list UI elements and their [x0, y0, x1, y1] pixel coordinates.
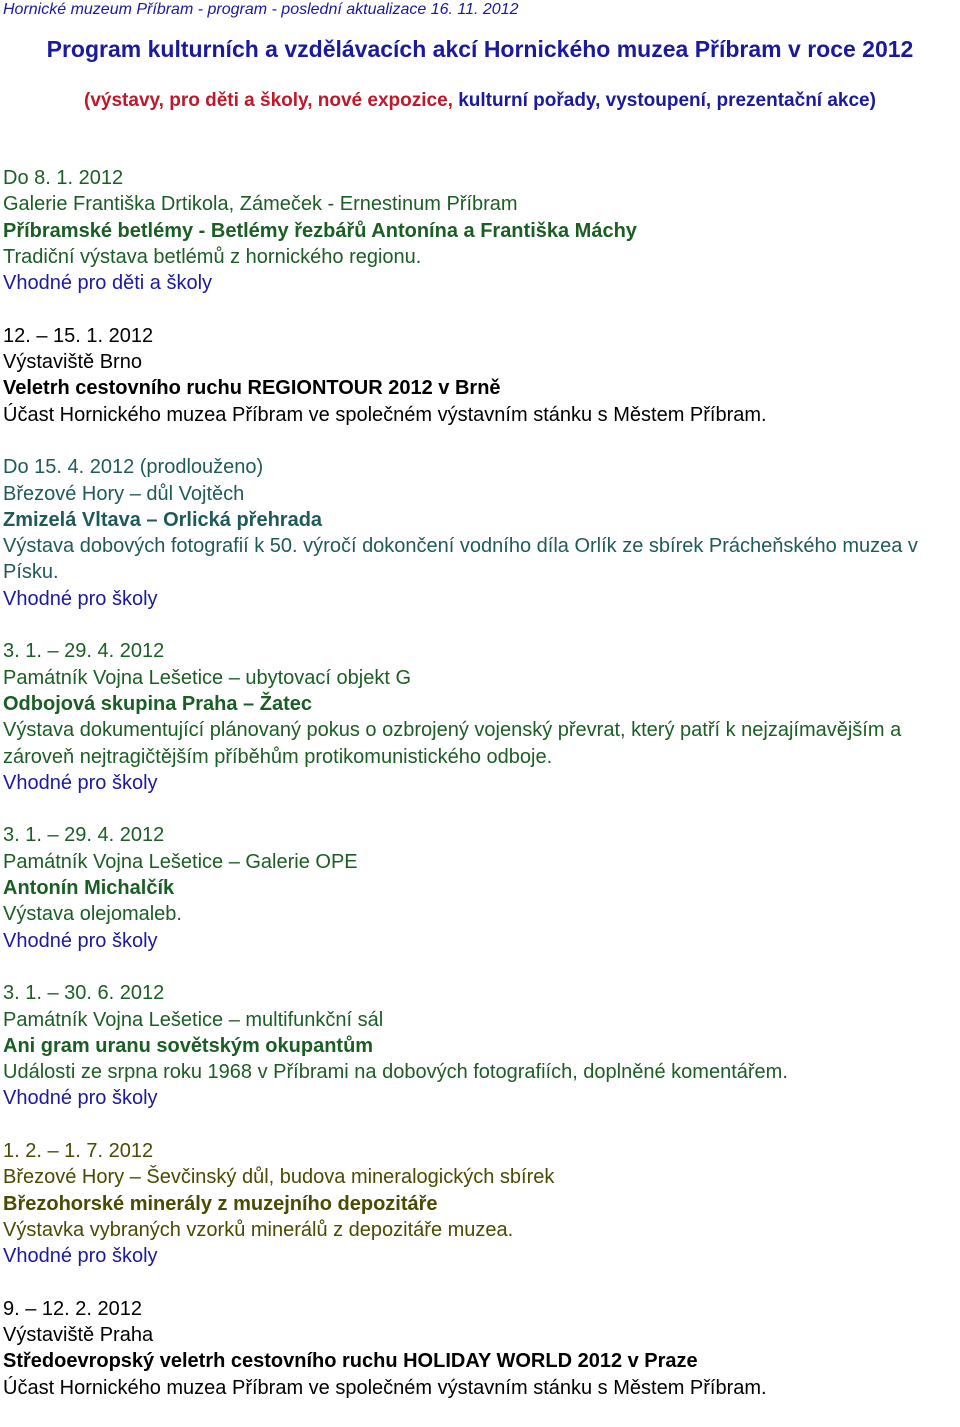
event-place: Památník Vojna Lešetice – Galerie OPE — [3, 850, 358, 873]
event-description: Tradiční výstava betlémů z hornického regionu. — [3, 245, 422, 268]
event-item — [3, 454, 953, 612]
event-audience: Vhodné pro školy — [3, 1245, 158, 1268]
subtitle-part-red: (výstavy, pro děti a školy, nové expozice, — [84, 90, 453, 111]
event-item — [3, 1138, 953, 1269]
event-place: Výstaviště Praha — [3, 1324, 154, 1347]
event-place: Výstaviště Brno — [3, 351, 142, 374]
event-date: 3. 1. – 30. 6. 2012 — [3, 982, 165, 1005]
event-place: Památník Vojna Lešetice – multifunkční sál — [3, 1008, 384, 1031]
event-place: Březové Hory – důl Vojtěch — [3, 482, 245, 505]
event-item — [3, 638, 953, 796]
event-description: Výstavka vybraných vzorků minerálů z depozitáře muzea. — [3, 1218, 514, 1241]
event-title: Březohorské minerály z muzejního depozitáře — [3, 1192, 438, 1215]
event-list — [3, 165, 953, 1427]
subtitle-part-blue: kulturní pořady, vystoupení, prezentační akce) — [452, 90, 876, 111]
event-title: Příbramské betlémy - Betlémy řezbářů Antonína a Františka Máchy — [3, 219, 637, 242]
event-date: 3. 1. – 29. 4. 2012 — [3, 640, 165, 663]
event-description: Události ze srpna roku 1968 v Příbrami na dobových fotografiích, doplněné komentářem. — [3, 1061, 788, 1084]
event-date: 3. 1. – 29. 4. 2012 — [3, 824, 165, 847]
event-item — [3, 980, 953, 1111]
event-title: Odbojová skupina Praha – Žatec — [3, 692, 312, 715]
event-title: Středoevropský veletrh cestovního ruchu HOLIDAY WORLD 2012 v Praze — [3, 1350, 698, 1373]
event-audience: Vhodné pro školy — [3, 1087, 158, 1110]
event-item — [3, 1296, 953, 1401]
event-description: Výstava olejomaleb. — [3, 903, 182, 926]
event-title: Zmizelá Vltava – Orlická přehrada — [3, 508, 323, 531]
event-date: Do 15. 4. 2012 (prodlouženo) — [3, 456, 264, 479]
page-subtitle — [0, 88, 960, 114]
event-place: Galerie Františka Drtikola, Zámeček - Ernestinum Příbram — [3, 193, 518, 216]
running-header: Hornické muzeum Příbram - program - poslední aktualizace 16. 11. 2012 — [3, 1, 519, 18]
event-description: Účast Hornického muzea Příbram ve společném výstavním stánku s Městem Příbram. — [3, 403, 767, 426]
event-title: Veletrh cestovního ruchu REGIONTOUR 2012 v Brně — [3, 377, 501, 400]
event-description: Výstava dobových fotografií k 50. výročí dokončení vodního díla Orlík ze sbírek Prácheňského muzea v Písku. — [3, 535, 918, 584]
page-title: Program kulturních a vzdělávacích akcí Hornického muzea Příbram v roce 2012 — [46, 36, 914, 62]
event-place: Památník Vojna Lešetice – ubytovací objekt G — [3, 666, 412, 689]
event-audience: Vhodné pro školy — [3, 587, 158, 610]
event-audience: Vhodné pro školy — [3, 929, 158, 952]
event-audience: Vhodné pro školy — [3, 771, 158, 794]
event-item — [3, 822, 953, 953]
event-description: Výstava dokumentující plánovaný pokus o ozbrojený vojenský převrat, který patří k nejzajímavějším a zároveň nejtragičtějším příběhům protikomunistického odboje. — [3, 719, 902, 768]
event-date: 1. 2. – 1. 7. 2012 — [3, 1139, 154, 1162]
event-item — [3, 323, 953, 428]
event-date: Do 8. 1. 2012 — [3, 167, 124, 189]
event-title: Ani gram uranu sovětským okupantům — [3, 1034, 374, 1057]
event-title: Antonín Michalčík — [3, 877, 175, 900]
event-audience: Vhodné pro děti a školy — [3, 272, 213, 295]
event-date: 9. – 12. 2. 2012 — [3, 1297, 143, 1320]
event-place: Březové Hory – Ševčinský důl, budova mineralogických sbírek — [3, 1166, 555, 1189]
event-description: Účast Hornického muzea Příbram ve společném výstavním stánku s Městem Příbram. — [3, 1376, 767, 1399]
event-date: 12. – 15. 1. 2012 — [3, 324, 154, 347]
event-item — [3, 165, 953, 296]
